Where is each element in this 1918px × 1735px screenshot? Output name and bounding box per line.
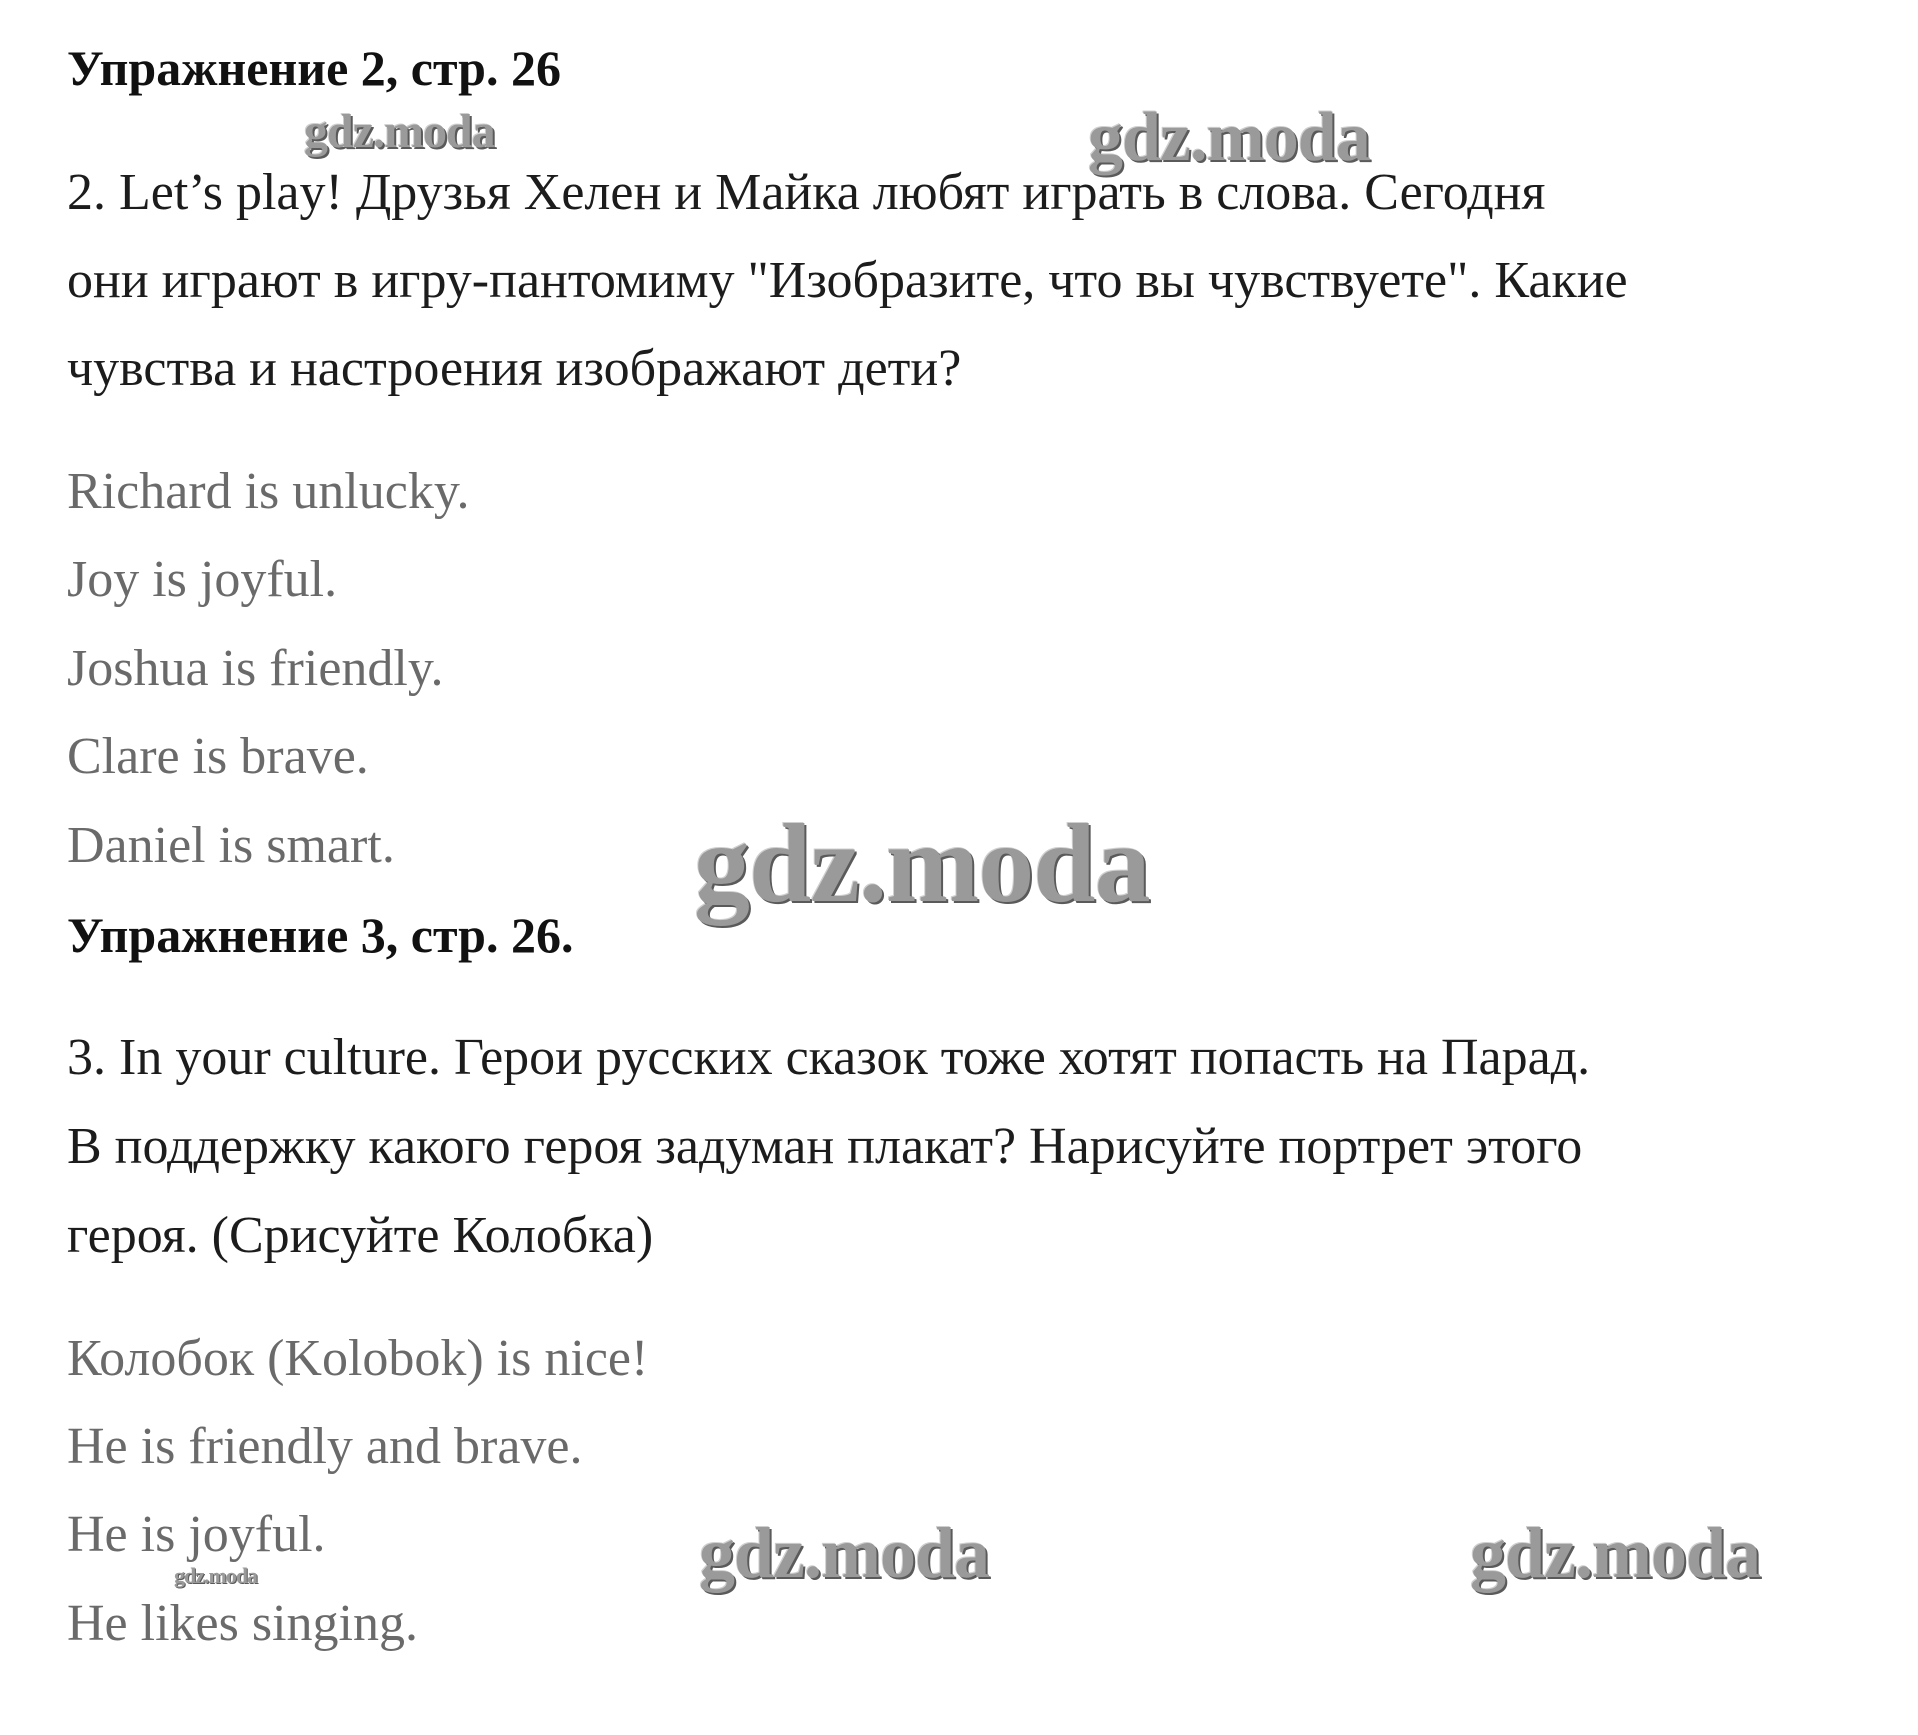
watermark: gdz.moda bbox=[1088, 99, 1370, 176]
exercise-3-answer-2: He is friendly and brave. bbox=[67, 1418, 583, 1475]
watermark: gdz.moda bbox=[699, 1513, 990, 1593]
exercise-2-heading: Упражнение 2, стр. 26 bbox=[67, 40, 561, 96]
exercise-2-answer-2: Joy is joyful. bbox=[67, 551, 338, 608]
exercise-2-answer-4: Clare is brave. bbox=[67, 728, 369, 785]
watermark: gdz.moda bbox=[1470, 1513, 1761, 1593]
exercise-3-answer-1: Колобок (Kolobok) is nice! bbox=[67, 1330, 649, 1387]
exercise-3-answer-4: He likes singing. bbox=[67, 1595, 418, 1652]
exercise-3-task-line-2: В поддержку какого героя задуман плакат? Нарисуйте портрет этого bbox=[67, 1118, 1583, 1175]
exercise-2-task-line-2: они играют в игру-пантомиму "Изобразите, что вы чувствуете". Какие bbox=[67, 252, 1628, 309]
watermark: gdz.moda bbox=[174, 1563, 258, 1588]
watermark: gdz.moda bbox=[304, 105, 495, 158]
exercise-2-answer-3: Joshua is friendly. bbox=[67, 640, 444, 697]
exercise-3-answer-3: He is joyful. bbox=[67, 1506, 326, 1563]
exercise-2-answer-1: Richard is unlucky. bbox=[67, 463, 470, 520]
exercise-3-task-line-3: героя. (Срисуйте Колобка) bbox=[67, 1207, 654, 1264]
exercise-3-heading: Упражнение 3, стр. 26. bbox=[67, 907, 574, 963]
exercise-2-task-line-3: чувства и настроения изображают дети? bbox=[67, 340, 962, 397]
exercise-2-task-line-1: 2. Let’s play! Друзья Хелен и Майка любят играть в слова. Сегодня bbox=[67, 164, 1546, 221]
exercise-3-task-line-1: 3. In your culture. Герои русских сказок тоже хотят попасть на Парад. bbox=[67, 1029, 1591, 1086]
watermark: gdz.moda bbox=[694, 802, 1150, 926]
exercise-2-answer-5: Daniel is smart. bbox=[67, 817, 395, 874]
